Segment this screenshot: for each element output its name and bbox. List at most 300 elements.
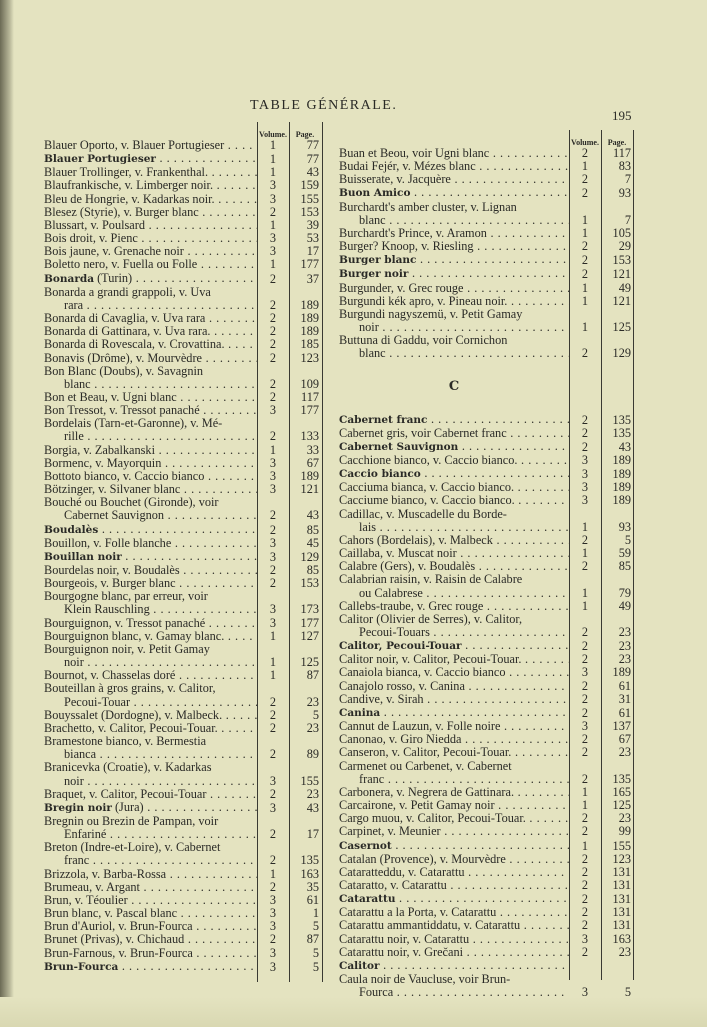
entry-line: [339, 680, 569, 693]
entry-page: 67: [306, 455, 319, 470]
entry-text: [44, 550, 257, 564]
entry-text: [339, 560, 569, 573]
entry-page: 159: [300, 178, 319, 193]
entry-page: 5: [624, 532, 631, 547]
entry-continuation: blanc . . .: [339, 214, 569, 227]
entry-page: 137: [612, 719, 631, 734]
index-entry: [44, 193, 321, 206]
entry-reference: Bramestone bianco, v. Bermestia: [44, 735, 207, 749]
entry-reference: Burgundi kék apro, v. Pineau noir.: [339, 294, 508, 308]
index-entry: [44, 152, 321, 166]
entry-volume: 2: [269, 563, 277, 577]
entry-text: [339, 680, 569, 693]
entry-reference: Bourgeois, v. Burger blanc: [44, 577, 176, 591]
index-entry: [44, 258, 321, 271]
entry-page: 43: [618, 439, 631, 454]
index-column-left: [44, 122, 321, 974]
entry-continuation: Cabernet Sauvignon . . .: [44, 509, 257, 522]
entry-continuation: bianca . . .: [44, 748, 257, 761]
index-entry: [44, 417, 321, 443]
entry-text: [44, 933, 257, 946]
entry-line: [339, 746, 569, 759]
entry-reference: Boletto nero, v. Fuella ou Folle: [44, 258, 198, 272]
index-entry: [339, 853, 633, 866]
entry-continuation: lais . . .: [339, 521, 569, 534]
entry-volume: 3: [269, 468, 277, 483]
entry-page: 163: [300, 866, 319, 881]
index-entry: [44, 577, 321, 590]
entry-reference: Catarattu a la Porta, v. Catarattu: [339, 906, 497, 920]
entry-volume: 2: [581, 267, 589, 282]
entry-reference: Candive, v. Sirah: [339, 692, 424, 706]
entry-page: 135: [612, 425, 631, 440]
entry-reference: Bonarda di Rovescala, v. Crovattina.: [44, 338, 225, 352]
entry-reference: Brachetto, v. Calitor, Pecoui-Touar.: [44, 721, 218, 735]
entry-page: 125: [612, 320, 631, 335]
entry-reference: Brun blanc, v. Pascal blanc: [44, 907, 178, 921]
entry-page: 23: [618, 639, 631, 654]
entry-volume: 2: [581, 253, 589, 268]
entry-reference: (Turin): [94, 271, 133, 285]
entry-text: [44, 417, 257, 443]
entry-text: [44, 709, 257, 722]
entry-reference: Buttuna di Gaddu, voir Cornichon: [339, 334, 508, 348]
entry-reference: Caula noir de Vaucluse, voir Brun-: [339, 973, 511, 987]
entry-page: 189: [612, 665, 631, 680]
page-title: TABLE GÉNÉRALE.: [250, 98, 398, 113]
entry-page: 29: [618, 239, 631, 254]
entry-text: [44, 258, 257, 271]
index-entry: [339, 680, 633, 693]
entry-line: [44, 325, 257, 338]
index-entry: [44, 325, 321, 338]
index-entry: [44, 564, 321, 577]
entry-volume: 2: [581, 691, 589, 706]
entry-volume: 3: [269, 945, 277, 960]
entry-line: [339, 653, 569, 666]
entry-page: 85: [306, 522, 319, 537]
entry-reference: Bourguignon blanc, v. Gamay blanc.: [44, 629, 225, 643]
index-entry: [44, 868, 321, 881]
entry-text: [339, 240, 569, 253]
index-entry: [44, 682, 321, 708]
entry-volume: 2: [581, 559, 589, 574]
entry-text: [44, 815, 257, 841]
entry-volume: 2: [269, 747, 277, 762]
entry-text: [339, 760, 569, 786]
entry-page: 131: [612, 892, 631, 907]
entry-volume: 2: [269, 337, 277, 352]
index-entry: [44, 537, 321, 550]
entry-volume: 2: [269, 522, 277, 537]
entry-page: 23: [306, 694, 319, 709]
entry-line: [44, 801, 257, 815]
index-entry: [44, 496, 321, 522]
entry-headword: Brun-Fourca: [44, 960, 119, 973]
index-entry: [44, 245, 321, 258]
index-entries: [339, 413, 633, 1000]
entry-volume: 1: [269, 668, 277, 683]
entry-reference: Cahors (Bordelais), v. Malbeck: [339, 533, 493, 547]
entry-text: [339, 454, 569, 467]
entry-line: [339, 906, 569, 919]
index-entry: [44, 232, 321, 245]
entry-volume: 2: [269, 694, 277, 709]
entry-continuation: Enfariné . . .: [44, 828, 257, 841]
entry-text: [44, 352, 257, 365]
entry-text: [339, 295, 569, 308]
index-entry: [339, 454, 633, 467]
index-entry: [339, 839, 633, 853]
index-entry: [339, 879, 633, 892]
entry-page: 133: [300, 429, 319, 444]
entry-reference: Burchardt's Prince, v. Aramon: [339, 226, 487, 240]
entry-line: [339, 534, 569, 547]
entry-line: [339, 853, 569, 866]
entry-line: [339, 973, 569, 986]
entry-page: 17: [306, 244, 319, 259]
entry-volume: 3: [269, 191, 277, 206]
entry-line: [339, 812, 569, 825]
entry-line: [44, 761, 257, 774]
entry-continuation: noir . . .: [339, 321, 569, 334]
entry-text: [339, 600, 569, 613]
entry-volume: 2: [269, 389, 277, 404]
index-entry: [44, 312, 321, 325]
index-entry: [339, 427, 633, 440]
entry-page: 189: [612, 452, 631, 467]
entry-volume: 1: [581, 212, 589, 227]
entry-text: [44, 523, 257, 537]
entry-line: [44, 338, 257, 351]
entry-volume: 2: [581, 346, 589, 361]
entry-text: [339, 534, 569, 547]
entry-line: [44, 139, 257, 152]
index-entry: [44, 166, 321, 179]
entry-headword: Bregin noir: [44, 801, 112, 814]
entry-reference: Calabrian raisin, v. Raisin de Calabre: [339, 573, 523, 587]
entry-line: [44, 232, 257, 245]
index-entry: [44, 219, 321, 232]
entry-text: [44, 193, 257, 206]
entry-text: [339, 839, 569, 853]
entry-text: [339, 919, 569, 932]
entry-text: [44, 404, 257, 417]
entry-volume: 2: [581, 918, 589, 933]
entry-headword: Bonarda: [44, 272, 94, 285]
entry-page: 5: [312, 919, 319, 934]
index-entries: [44, 139, 321, 974]
index-entry: [339, 201, 633, 227]
entry-reference: Calitor (Olivier de Serres), v. Calitor,: [339, 612, 523, 626]
entry-line: [44, 933, 257, 946]
entry-line: [44, 258, 257, 271]
index-entry: [44, 470, 321, 483]
index-entry: [44, 365, 321, 391]
entry-reference: Cacciuma bianca, v. Caccio bianco.: [339, 481, 515, 495]
entry-line: [339, 933, 569, 946]
entry-page: 131: [612, 918, 631, 933]
page-binding-edge: [0, 0, 14, 1027]
index-entry: [44, 920, 321, 933]
entry-page: 177: [300, 403, 319, 418]
entry-volume: 2: [581, 864, 589, 879]
entry-line: [44, 206, 257, 219]
entry-line: [339, 639, 569, 653]
entry-volume: 2: [581, 905, 589, 920]
entry-reference: Bournot, v. Chasselas doré: [44, 669, 176, 683]
index-entry: [339, 760, 633, 786]
entry-continuation: franc . . .: [44, 854, 257, 867]
entry-volume: 2: [581, 652, 589, 667]
entry-page: 189: [612, 480, 631, 495]
entry-line: [44, 365, 257, 378]
entry-volume: 3: [269, 615, 277, 630]
index-entry: [339, 282, 633, 295]
index-entry: [44, 404, 321, 417]
entry-text: [339, 973, 569, 999]
entry-volume: 2: [269, 324, 277, 339]
entry-line: [44, 788, 257, 801]
column-rule: [322, 122, 323, 982]
entry-reference: Calitor noir, v. Calitor, Pecoui-Touar.: [339, 653, 522, 667]
entry-reference: Catarattu noir, v. Grečani: [339, 945, 464, 959]
entry-line: [44, 444, 257, 457]
entry-line: [44, 470, 257, 483]
entry-continuation: blanc . . .: [339, 347, 569, 360]
entry-page: 49: [618, 598, 631, 613]
entry-line: [339, 866, 569, 879]
entry-text: [339, 786, 569, 799]
index-entry: [339, 534, 633, 547]
entry-volume: 3: [269, 231, 277, 246]
entry-page: 189: [300, 468, 319, 483]
entry-reference: Buan et Beou, voir Ugni blanc: [339, 147, 490, 160]
column-header: [339, 130, 633, 147]
entry-text: [44, 947, 257, 960]
entry-page: 33: [306, 442, 319, 457]
entry-text: [339, 147, 569, 160]
index-entry: [44, 881, 321, 894]
entry-text: [339, 201, 569, 227]
index-entry: [44, 669, 321, 682]
entry-reference: Canonao, v. Giro Niedda: [339, 733, 462, 747]
volume-header: Volume.: [571, 138, 599, 147]
index-entry: [44, 709, 321, 722]
entry-volume: 1: [269, 138, 277, 152]
entry-headword: Casernot: [339, 839, 392, 852]
entry-headword: Burger noir: [339, 268, 409, 281]
entry-text: [339, 573, 569, 599]
index-entry: [339, 919, 633, 932]
entry-volume: 1: [581, 598, 589, 613]
entry-reference: Cabernet gris, voir Cabernet franc: [339, 426, 507, 440]
entry-volume: 2: [269, 879, 277, 894]
entry-text: [339, 693, 569, 706]
entry-text: [339, 481, 569, 494]
entry-continuation: Pecoui-Touar . . .: [44, 696, 257, 709]
entry-text: [44, 470, 257, 483]
index-entry: [44, 391, 321, 404]
entry-text: [339, 508, 569, 534]
entry-volume: 2: [581, 172, 589, 187]
entry-volume: 2: [269, 707, 277, 722]
index-entry: [339, 147, 633, 160]
entry-volume: 2: [581, 705, 589, 720]
entry-text: [44, 537, 257, 550]
entry-reference: Brun, v. Téoulier: [44, 893, 128, 907]
entry-headword: Catarattu: [339, 893, 396, 906]
entry-line: [339, 946, 569, 959]
entry-volume: 2: [269, 827, 277, 842]
entry-reference: Cargo muou, v. Calitor, Pecoui-Touar.: [339, 812, 526, 826]
entry-reference: Bouillon, v. Folle blanche: [44, 536, 172, 550]
entry-reference: Bois droit, v. Pienc: [44, 232, 138, 246]
entry-line: [44, 286, 257, 299]
entry-page: 85: [618, 559, 631, 574]
entry-page: 39: [306, 217, 319, 232]
index-entry: [44, 617, 321, 630]
entry-reference: Bouché ou Bouchet (Gironde), voir: [44, 496, 219, 510]
entry-page: 109: [300, 376, 319, 391]
entry-line: [44, 682, 257, 695]
entry-page: 43: [306, 165, 319, 180]
page-bottom-shadow: [0, 997, 707, 1027]
index-entry: [339, 613, 633, 639]
entry-text: [44, 312, 257, 325]
entry-text: [339, 160, 569, 173]
entry-volume: 3: [269, 455, 277, 470]
entry-text: [44, 152, 257, 166]
index-entry: [339, 946, 633, 959]
entry-text: [44, 801, 257, 815]
index-entry: [44, 550, 321, 564]
entry-page: 67: [618, 732, 631, 747]
section-heading: C: [448, 379, 460, 394]
entry-headword: Cabernet Sauvignon: [339, 440, 459, 453]
entry-page: 23: [306, 786, 319, 801]
entry-line: [339, 454, 569, 467]
entry-text: [339, 706, 569, 720]
entry-page: 155: [612, 838, 631, 853]
entry-volume: 1: [581, 159, 589, 174]
entry-reference: Branicevka (Croatie), v. Kadarkas: [44, 761, 212, 775]
entry-text: [44, 907, 257, 920]
entry-text: [44, 272, 257, 286]
entry-text: [44, 564, 257, 577]
entry-line: [339, 600, 569, 613]
index-entry: [339, 413, 633, 427]
entry-continuation: blanc . . .: [44, 378, 257, 391]
entry-volume: 1: [581, 838, 589, 853]
entry-page: 61: [306, 892, 319, 907]
entry-reference: Bleu de Hongrie, v. Kadarkas noir.: [44, 192, 215, 206]
entry-text: [44, 590, 257, 616]
page-number: 195: [612, 108, 632, 123]
entry-line: [339, 440, 569, 454]
entry-text: [339, 467, 569, 481]
index-entry: [44, 444, 321, 457]
entry-reference: Canseron, v. Calitor, Pecoui-Touar.: [339, 746, 512, 760]
index-entry: [339, 720, 633, 733]
entry-line: [339, 879, 569, 892]
entry-page: 23: [306, 720, 319, 735]
index-entry: [339, 733, 633, 746]
entry-page: 155: [300, 191, 319, 206]
entry-text: [44, 894, 257, 907]
entry-text: [44, 960, 257, 974]
entry-page: 49: [618, 280, 631, 295]
entry-reference: Burger? Knoop, v. Riesling: [339, 240, 474, 254]
entry-volume: 3: [269, 800, 277, 815]
entry-volume: 3: [269, 535, 277, 550]
entry-volume: 1: [581, 293, 589, 308]
entry-line: [339, 282, 569, 295]
entry-reference: Cacchione bianco, v. Caccio bianco.: [339, 453, 518, 467]
entry-page: 77: [306, 138, 319, 152]
entry-continuation: Pecoui-Touars . . .: [339, 626, 569, 639]
index-entry: [339, 825, 633, 838]
entry-continuation: rille . . .: [44, 430, 257, 443]
entry-reference: Brizzola, v. Barba-Rossa: [44, 867, 167, 881]
entry-page: 99: [618, 824, 631, 839]
entry-line: [339, 799, 569, 812]
index-entry: [44, 788, 321, 801]
entry-page: 189: [612, 493, 631, 508]
entry-line: [339, 494, 569, 507]
entry-line: [339, 733, 569, 746]
entry-volume: 2: [269, 932, 277, 947]
index-entry: [44, 483, 321, 496]
entry-text: [339, 334, 569, 360]
entry-text: [339, 720, 569, 733]
entry-reference: Bonarda di Gattinara, v. Uva rara.: [44, 325, 211, 339]
entry-reference: Bonavis (Drôme), v. Mourvèdre: [44, 351, 202, 365]
entry-volume: 2: [269, 311, 277, 326]
column-rule: [289, 122, 290, 982]
index-entries: [339, 147, 633, 361]
entry-volume: 2: [269, 204, 277, 219]
entry-page: 165: [612, 784, 631, 799]
index-entry: [339, 186, 633, 200]
entry-volume: 2: [581, 425, 589, 440]
entry-line: [339, 959, 569, 973]
entry-line: [339, 240, 569, 253]
index-entry: [339, 866, 633, 879]
entry-page: 129: [300, 549, 319, 564]
entry-line: [44, 617, 257, 630]
entry-page: 185: [300, 337, 319, 352]
index-entry: [339, 746, 633, 759]
entry-headword: Calitor: [339, 959, 380, 972]
entry-line: [44, 312, 257, 325]
entry-reference: Bourguignon noir, v. Petit Gamay: [44, 642, 210, 656]
column-rule: [569, 130, 570, 980]
entry-reference: Bourdelas noir, v. Boudalès: [44, 564, 180, 577]
entry-volume: 2: [269, 271, 277, 286]
entry-headword: Bouillan noir: [44, 550, 122, 563]
entry-text: [339, 906, 569, 919]
entry-reference: Bourguignon, v. Tressot panaché: [44, 616, 206, 630]
entry-volume: 1: [581, 280, 589, 295]
entry-volume: 3: [269, 892, 277, 907]
entry-reference: (Jura): [111, 800, 144, 814]
entry-page: 53: [306, 231, 319, 246]
entry-page: 117: [613, 146, 631, 160]
index-entry: [44, 933, 321, 946]
entry-reference: Canaiola bianca, v. Caccio bianco: [339, 666, 506, 680]
entry-line: [44, 193, 257, 206]
